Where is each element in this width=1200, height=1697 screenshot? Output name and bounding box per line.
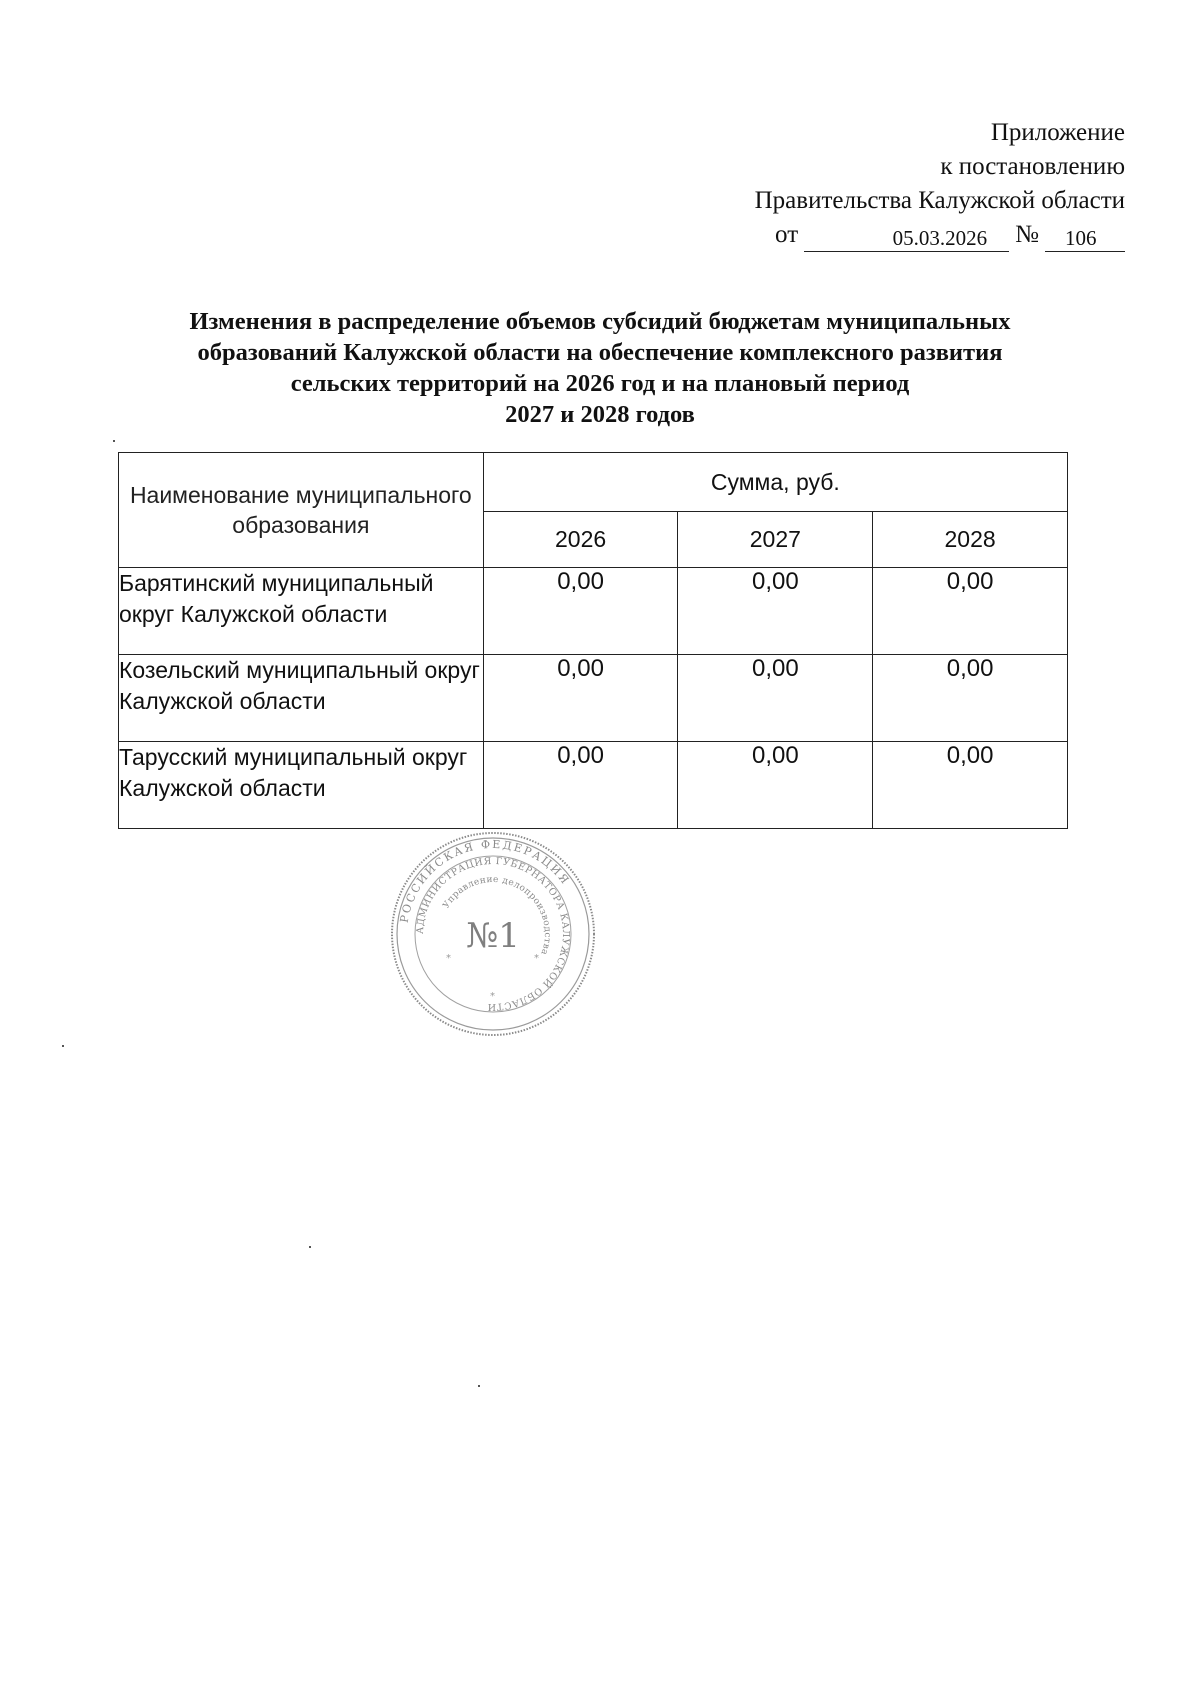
appendix-label: Приложение: [990, 119, 1125, 146]
appendix-header: [755, 116, 1125, 252]
stamp-star-bottom: *: [490, 991, 495, 1002]
title-line-1: Изменения в распределение объемов субсидий бюджетам муниципальных: [189, 308, 1011, 335]
resolution-number: 106: [1045, 225, 1125, 252]
scan-speck: [478, 1385, 480, 1387]
resolution-date: 05.03.2026: [804, 225, 1009, 252]
stamp-outer-text: РОССИЙСКАЯ ФЕДЕРАЦИЯ: [397, 837, 573, 924]
amount-2028: 0,00: [873, 568, 1068, 655]
municipality-name: Тарусский муниципальный округ Калужской области: [119, 742, 484, 829]
amount-2026: 0,00: [483, 568, 678, 655]
scan-speck: [309, 1246, 311, 1248]
municipality-name: Барятинский муниципальный округ Калужской области: [119, 568, 484, 655]
appendix-resolution-ref: к постановлению: [940, 153, 1125, 180]
amount-2026: 0,00: [483, 655, 678, 742]
date-prefix: от: [775, 221, 799, 248]
document-title: [120, 306, 1080, 430]
subsidies-table: [118, 452, 1068, 829]
title-line-2: образований Калужской области на обеспечение комплексного развития: [197, 339, 1003, 366]
title-line-3: сельских территорий на 2026 год и на плановый период: [290, 370, 910, 397]
amount-2027: 0,00: [678, 568, 873, 655]
stamp-star-left: *: [446, 953, 451, 964]
stamp-center-number: №1: [466, 916, 520, 956]
year-header-2026: 2026: [483, 512, 678, 568]
official-stamp: [388, 829, 598, 1039]
stamp-ring-text-1: АДМИНИСТРАЦИЯ ГУБЕРНАТОРА КАЛУЖСКОЙ ОБЛАСТИ: [414, 855, 572, 1013]
municipality-name-header: Наименование муниципального образования: [119, 453, 484, 568]
municipality-name: Козельский муниципальный округ Калужской области: [119, 655, 484, 742]
number-sign: №: [1015, 221, 1039, 248]
table-row: [119, 742, 1068, 829]
amount-2026: 0,00: [483, 742, 678, 829]
scan-speck: [62, 1045, 64, 1047]
appendix-government: Правительства Калужской области: [754, 187, 1125, 214]
title-line-4: 2027 и 2028 годов: [505, 401, 695, 428]
stamp-star-right: *: [534, 953, 539, 964]
amount-2027: 0,00: [678, 655, 873, 742]
year-header-2028: 2028: [873, 512, 1068, 568]
table-row: [119, 655, 1068, 742]
year-header-2027: 2027: [678, 512, 873, 568]
appendix-date-row: [755, 218, 1125, 252]
table-row: [119, 568, 1068, 655]
scan-speck: [113, 440, 115, 442]
sum-header: Сумма, руб.: [483, 453, 1067, 512]
amount-2027: 0,00: [678, 742, 873, 829]
amount-2028: 0,00: [873, 655, 1068, 742]
stamp-ring-text-2: Управление делопроизводства: [441, 874, 553, 957]
amount-2028: 0,00: [873, 742, 1068, 829]
